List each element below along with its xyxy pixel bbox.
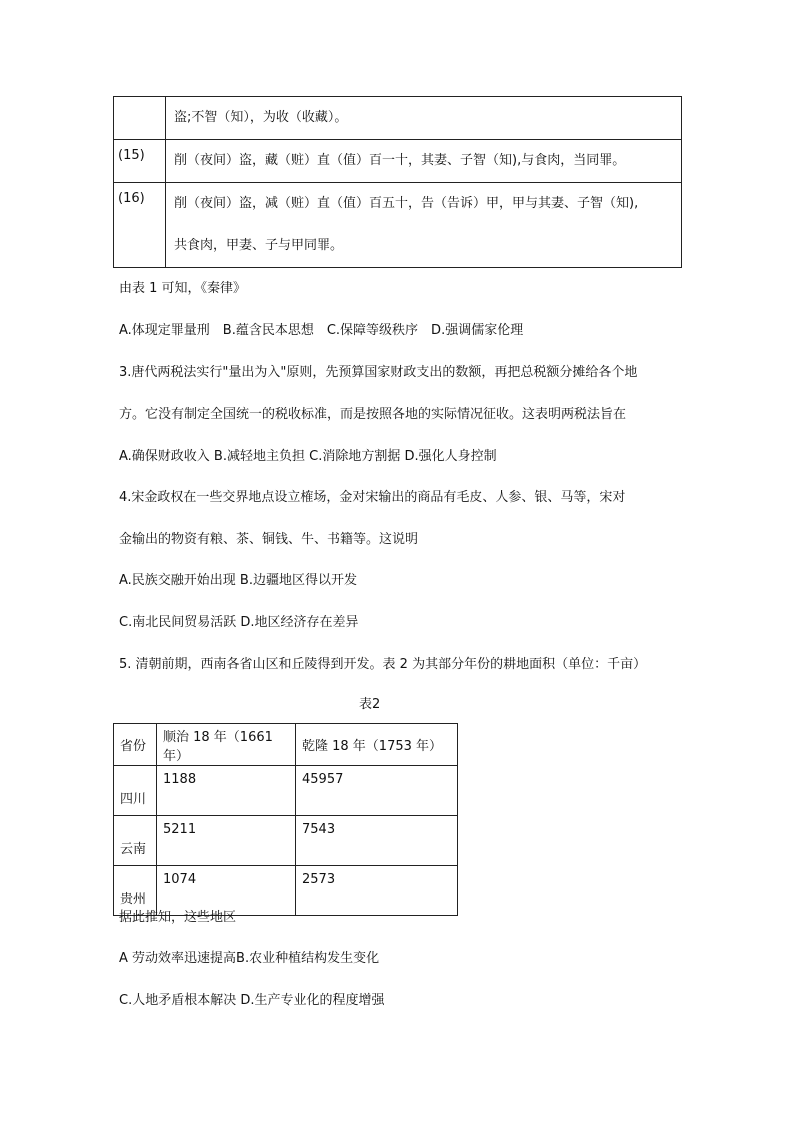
q3-stem-line2: 方。它没有制定全国统一的税收标准，而是按照各地的实际情况征收。这表明两税法旨在 [119,407,627,422]
table-row [114,140,682,183]
row-number: (15) [114,140,166,183]
value-cell: 7543 [296,816,458,866]
q5-stem: 5. 清朝前期，西南各省山区和丘陵得到开发。表 2 为其部分年份的耕地面积（单位：千亩） [119,657,647,672]
q2-stem: 由表 1 可知，《秦律》 [119,281,247,296]
table-row [114,766,458,816]
q5-question: 据此推知，这些地区 [119,910,237,925]
law-text [166,140,682,183]
q4-stem-line1: 4.宋金政权在一些交界地点设立榷场，金对宋输出的商品有毛皮、人参、银、马等，宋对 [119,490,626,505]
law-text [166,97,682,140]
value-cell: 5211 [157,816,296,866]
value-cell: 1188 [157,766,296,816]
table-header-row [114,724,458,766]
q4-options-line1: A.民族交融开始出现 B.边疆地区得以开发 [119,573,357,588]
value-cell: 45957 [296,766,458,816]
law-excerpt-table [113,96,682,268]
q3-stem-line1: 3.唐代两税法实行"量出为入"原则，先预算国家财政支出的数额，再把总税额分摊给各个地 [119,365,638,380]
table-caption: 表2 [359,697,381,712]
q5-options-line2: C.人地矛盾根本解决 D.生产专业化的程度增强 [119,993,385,1008]
value-cell: 2573 [296,866,458,916]
row-number: (16) [114,183,166,268]
farmland-table [113,723,458,916]
q5-options-line1: A 劳动效率迅速提高B.农业种植结构发生变化 [119,951,380,966]
law-text-line: 削（夜间）盗，藏（赃）直（值）百一十，其妻、子智（知),与食肉，当同罪。 [174,153,626,168]
law-text-line: 共食肉，甲妻、子与甲同罪。 [174,238,344,253]
province-cell: 四川 [114,766,157,816]
province-cell: 贵州 [114,866,157,916]
header-cell: 省份 [114,724,157,766]
header-cell: 顺治 18 年（1661 年） [157,724,296,766]
q2-options: A.体现定罪量刑 B.蕴含民本思想 C.保障等级秩序 D.强调儒家伦理 [119,323,524,338]
table-row [114,816,458,866]
province-cell: 云南 [114,816,157,866]
header-cell: 乾隆 18 年（1753 年） [296,724,458,766]
table-row [114,183,682,268]
q4-stem-line2: 金输出的物资有粮、茶、铜钱、牛、书籍等。这说明 [119,532,419,547]
law-text-line: 削（夜间）盗，减（赃）直（值）百五十，告（告诉）甲，甲与其妻、子智（知), [174,196,639,211]
row-number [114,97,166,140]
table-row [114,97,682,140]
law-text [166,183,682,268]
value-cell: 1074 [157,866,296,916]
q3-options: A.确保财政收入 B.减轻地主负担 C.消除地方割据 D.强化人身控制 [119,449,497,464]
q4-options-line2: C.南北民间贸易活跃 D.地区经济存在差异 [119,615,359,630]
law-text-line: 盗;不智（知），为收（收藏）。 [174,110,348,125]
